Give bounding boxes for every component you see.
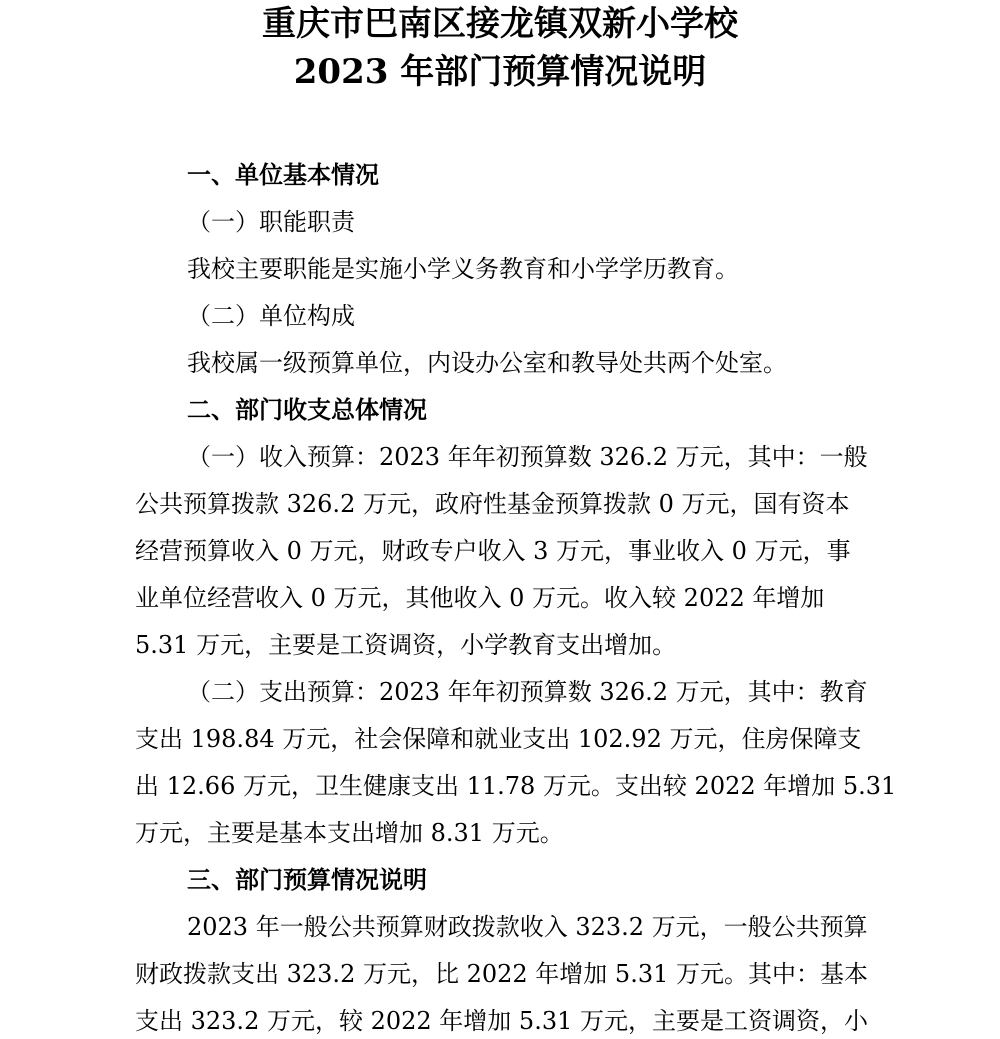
- section-1-paragraph-1: 我校主要职能是实施小学义务教育和小学学历教育。: [187, 255, 739, 283]
- expense-paragraph-line: 出 12.66 万元，卫生健康支出 11.78 万元。支出较 2022 年增加 5.31: [135, 772, 897, 800]
- expense-paragraph-line: 支出 198.84 万元，社会保障和就业支出 102.92 万元，住房保障支: [135, 725, 862, 753]
- section-3-heading: 三、部门预算情况说明: [187, 866, 427, 894]
- section-1-paragraph-2: 我校属一级预算单位，内设办公室和教导处共两个处室。: [187, 349, 787, 377]
- document-title-line-2: 2023 年部门预算情况说明: [293, 52, 707, 92]
- expense-paragraph-line: 万元，主要是基本支出增加 8.31 万元。: [135, 819, 564, 847]
- expense-paragraph-line: （二）支出预算：2023 年年初预算数 326.2 万元，其中：教育: [187, 678, 868, 706]
- section-3-paragraph-line: 财政拨款支出 323.2 万元，比 2022 年增加 5.31 万元。其中：基本: [135, 960, 868, 988]
- section-1-subheading-1: （一）职能职责: [187, 208, 355, 236]
- income-paragraph-line: 业单位经营收入 0 万元，其他收入 0 万元。收入较 2022 年增加: [135, 584, 825, 612]
- section-2-heading: 二、部门收支总体情况: [187, 396, 427, 424]
- section-1-subheading-2: （二）单位构成: [187, 302, 355, 330]
- section-1-heading: 一、单位基本情况: [187, 161, 379, 189]
- income-paragraph-line: （一）收入预算：2023 年年初预算数 326.2 万元，其中：一般: [187, 443, 868, 471]
- section-3-paragraph-line: 2023 年一般公共预算财政拨款收入 323.2 万元，一般公共预算: [187, 913, 868, 941]
- income-paragraph-line: 经营预算收入 0 万元，财政专户收入 3 万元，事业收入 0 万元，事: [135, 537, 851, 565]
- income-paragraph-line: 公共预算拨款 326.2 万元，政府性基金预算拨款 0 万元，国有资本: [135, 490, 850, 518]
- document-title-line-1: 重庆市巴南区接龙镇双新小学校: [262, 4, 738, 44]
- section-3-paragraph-line: 支出 323.2 万元，较 2022 年增加 5.31 万元，主要是工资调资，小: [135, 1007, 868, 1035]
- income-paragraph-line: 5.31 万元，主要是工资调资，小学教育支出增加。: [135, 631, 677, 659]
